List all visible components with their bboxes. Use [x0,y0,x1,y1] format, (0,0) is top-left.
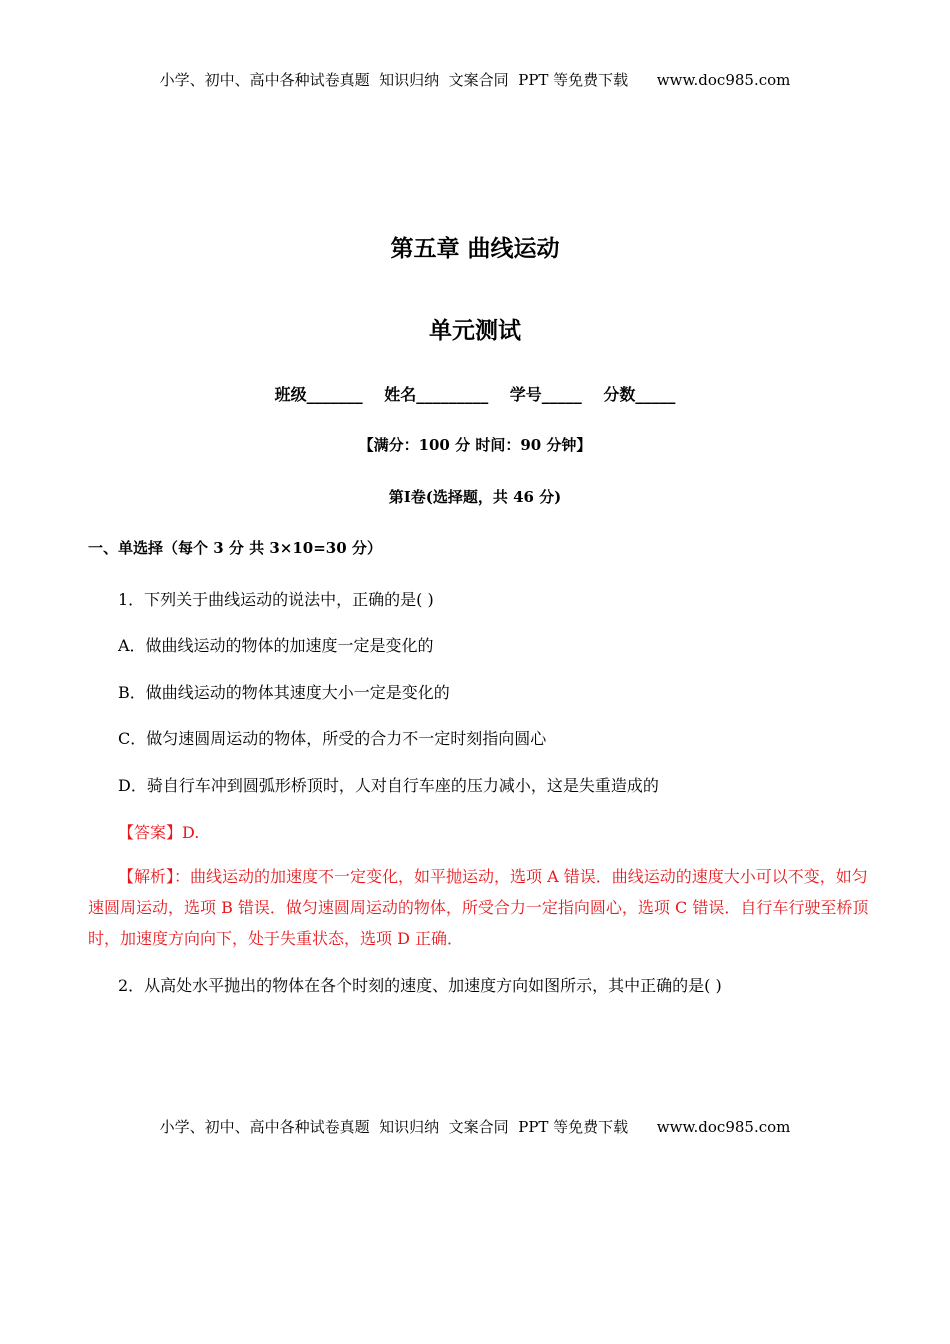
question-2-stem: 2．从高处水平抛出的物体在各个时刻的速度、加速度方向如图所示，其中正确的是( ) [118,976,722,995]
chapter-title: 第五章 曲线运动 [390,236,560,262]
section-title: 一、单选择（每个 3 分 共 3×10=30 分） [88,539,382,557]
analysis-text: 曲线运动的加速度不一定变化，如平抛运动，选项 A 错误．曲线运动的速度大小可以不变，如匀速圆周运动，选项 B 错误．做匀速圆周运动的物体，所受合力一定指向圆心，选项 C 错误．自行车行驶至桥顶时，加速度方向向下，处于失重状态，选项 D 正确． [88,867,869,948]
unit-title: 单元测试 [429,318,521,344]
question-1-option-b: B．做曲线运动的物体其速度大小一定是变化的 [118,683,450,702]
analysis-label: 【解析】： [118,867,191,886]
volume-title: 第Ⅰ卷(选择题，共 46 分) [388,488,562,506]
question-1-option-d: D．骑自行车冲到圆弧形桥顶时，人对自行车座的压力减小，这是失重造成的 [118,776,659,795]
page-header: 小学、初中、高中各种试卷真题 知识归纳 文案合同 PPT 等免费下载 www.doc985.com [159,71,791,89]
name-field: 姓名_________ [384,385,489,404]
score-field: 分数_____ [603,385,676,404]
question-1-analysis [88,861,880,954]
exam-meta: 【满分：100 分 时间：90 分钟】 [358,436,592,454]
question-1-answer: 【答案】D. [118,823,200,842]
class-field: 班级_______ [274,385,363,404]
question-1-stem: 1．下列关于曲线运动的说法中，正确的是( ) [118,590,434,609]
student-id-field: 学号_____ [509,385,582,404]
question-1-option-a: A．做曲线运动的物体的加速度一定是变化的 [118,636,434,655]
student-info-row [0,382,950,405]
question-1-option-c: C．做匀速圆周运动的物体，所受的合力不一定时刻指向圆心 [118,729,547,748]
page-footer: 小学、初中、高中各种试卷真题 知识归纳 文案合同 PPT 等免费下载 www.doc985.com [159,1118,791,1136]
